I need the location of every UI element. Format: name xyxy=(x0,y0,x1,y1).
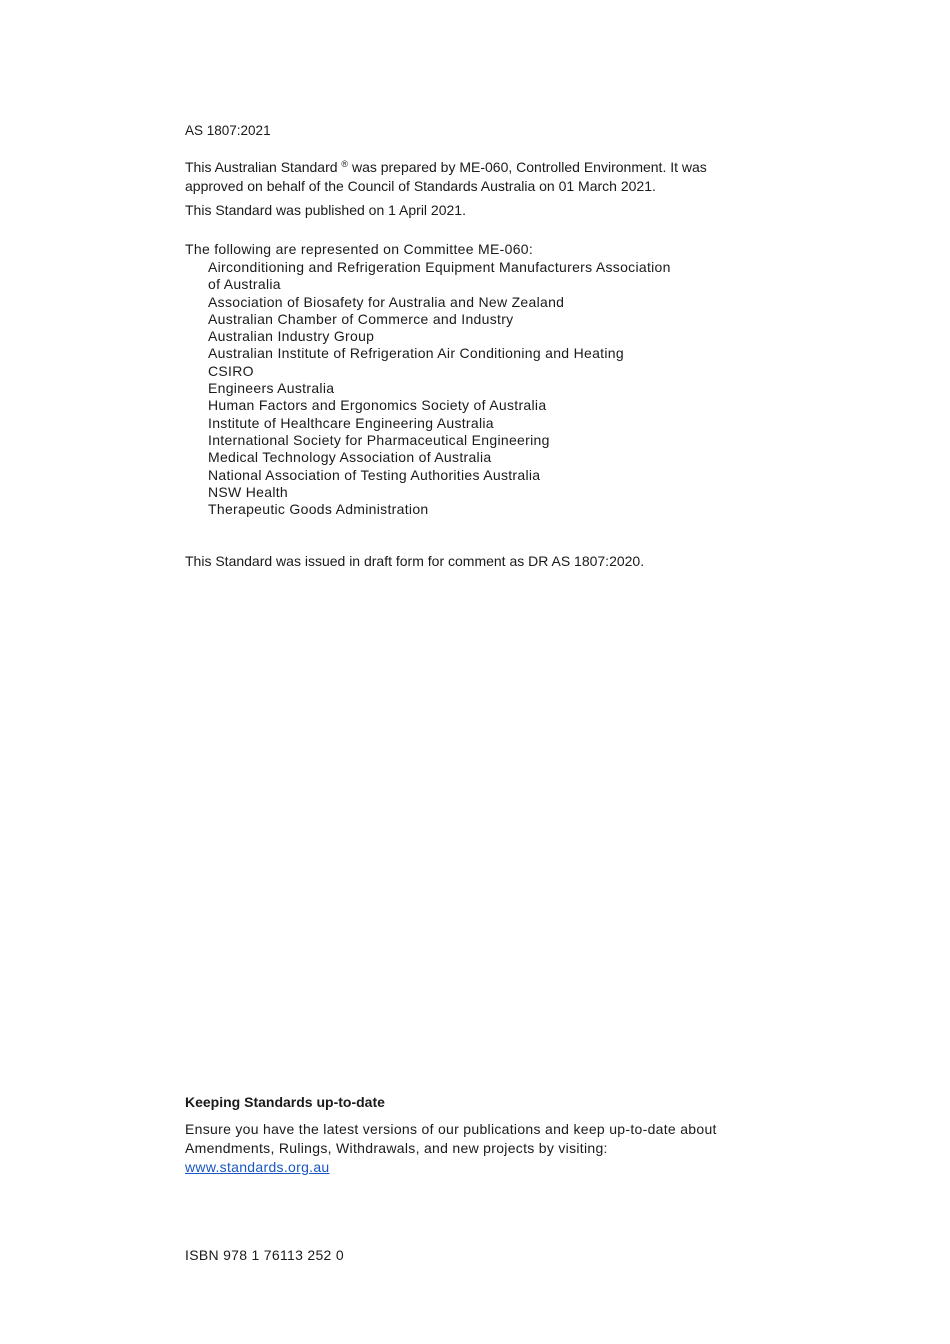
standards-website-link[interactable]: www.standards.org.au xyxy=(185,1159,330,1175)
preparation-text-after: was prepared by ME-060, Controlled Environment. It was approved on behalf of the Council of Standards Australia on 01 March 2021. xyxy=(185,159,707,194)
committee-member: Medical Technology Association of Australia xyxy=(208,449,492,466)
committee-member: Australian Industry Group xyxy=(208,328,375,345)
committee-member-list xyxy=(208,259,671,518)
isbn: ISBN 978 1 76113 252 0 xyxy=(185,1247,344,1263)
committee-member: CSIRO xyxy=(208,362,254,379)
committee-member: NSW Health xyxy=(208,483,289,500)
committee-member: Therapeutic Goods Administration xyxy=(208,501,429,518)
committee-representation xyxy=(185,240,671,518)
committee-member: Australian Chamber of Commerce and Industry xyxy=(208,310,514,327)
draft-note: This Standard was issued in draft form for comment as DR AS 1807:2020. xyxy=(185,553,645,569)
preparation-statement xyxy=(185,155,745,196)
committee-member: Human Factors and Ergonomics Society of Australia xyxy=(208,397,547,414)
preparation-text-before: This Australian Standard xyxy=(185,159,338,175)
committee-heading: The following are represented on Committee ME-060: xyxy=(185,241,534,257)
registered-mark: ® xyxy=(341,159,349,169)
keeping-up-to-date-body: Ensure you have the latest versions of our publications and keep up-to-date about Amendments, Rulings, Withdrawals, and new projects by visiting: xyxy=(185,1121,717,1156)
committee-member: Institute of Healthcare Engineering Australia xyxy=(208,414,494,431)
standard-code: AS 1807:2021 xyxy=(185,123,271,138)
committee-member: Association of Biosafety for Australia and New Zealand xyxy=(208,293,565,310)
publication-date-statement: This Standard was published on 1 April 2021. xyxy=(185,202,466,218)
committee-member: Australian Institute of Refrigeration Air Conditioning and Heating xyxy=(208,345,624,362)
committee-member: of Australia xyxy=(208,276,281,293)
keeping-up-to-date-text xyxy=(185,1120,765,1177)
committee-member: International Society for Pharmaceutical Engineering xyxy=(208,431,550,448)
keeping-up-to-date-title: Keeping Standards up-to-date xyxy=(185,1094,385,1110)
committee-member: National Association of Testing Authorities Australia xyxy=(208,466,541,483)
committee-member: Engineers Australia xyxy=(208,380,335,397)
committee-member: Airconditioning and Refrigeration Equipment Manufacturers Association xyxy=(208,259,671,275)
